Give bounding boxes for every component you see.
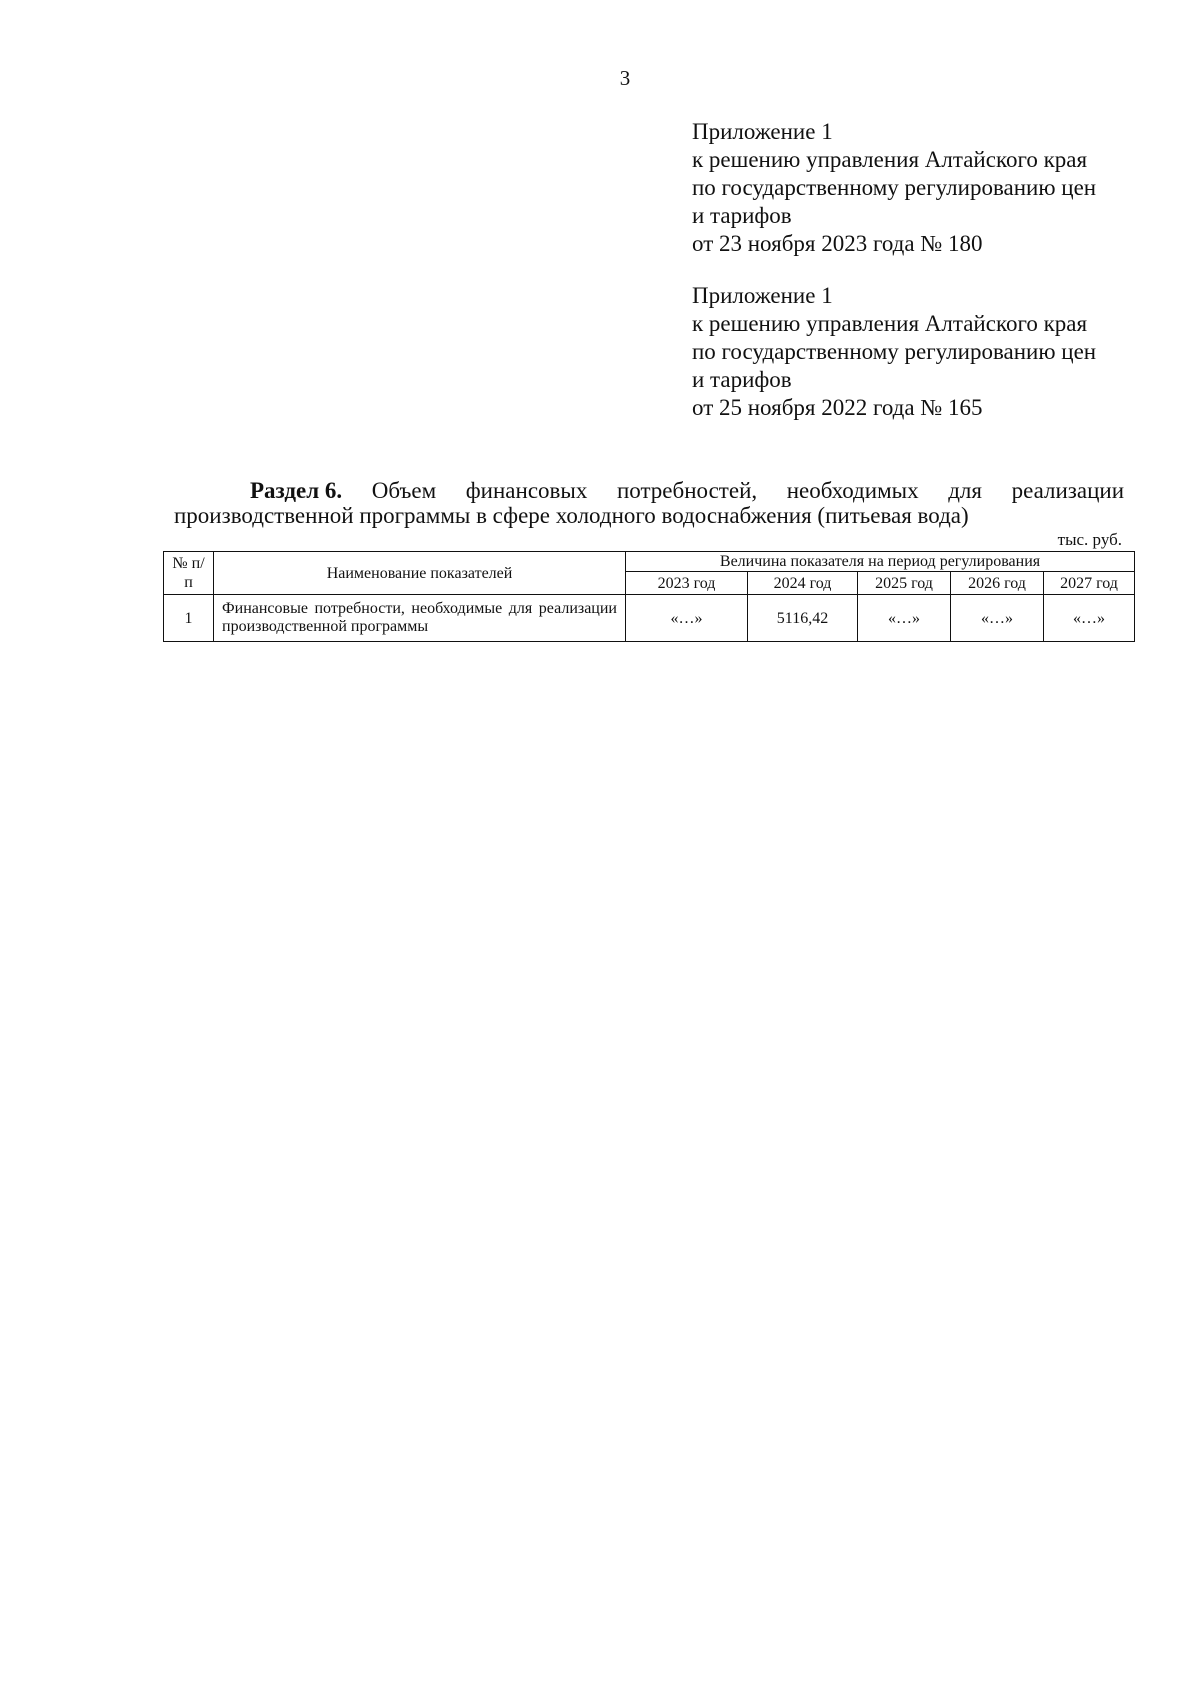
header-year: 2024 год [748, 572, 858, 595]
table-row [164, 595, 1135, 642]
header-year: 2026 год [951, 572, 1044, 595]
section-heading-line-2: производственной программы в сфере холодного водоснабжения (питьевая вода) [174, 503, 969, 528]
unit-label: тыс. руб. [1057, 530, 1122, 549]
section-title-word: финансовых [465, 478, 588, 503]
appendix-line: по государственному регулированию цен [692, 339, 1097, 364]
section-title-word: Объем [371, 478, 437, 503]
section-heading [174, 478, 1124, 528]
appendix-line: к решению управления Алтайского края [692, 147, 1088, 172]
page-number: 3 [619, 66, 631, 90]
appendix-line: и тарифов [692, 367, 792, 392]
row-name: Финансовые потребности, необходимые для реализации производственной программы [214, 595, 626, 642]
appendix-line: и тарифов [692, 203, 792, 228]
appendix-line: Приложение 1 [692, 283, 833, 308]
appendix-line: от 25 ноября 2022 года № 165 [692, 395, 983, 420]
appendix-line: Приложение 1 [692, 119, 833, 144]
header-year: 2025 год [858, 572, 951, 595]
row-value: 5116,42 [748, 595, 858, 642]
section-title-word: для [948, 478, 982, 503]
section-title-word: реализации [1011, 478, 1124, 503]
appendix-line: к решению управления Алтайского края [692, 311, 1088, 336]
header-period: Величина показателя на период регулирования [626, 552, 1135, 572]
row-value: «…» [858, 595, 951, 642]
row-value: «…» [951, 595, 1044, 642]
section-label: Раздел 6. [250, 478, 343, 503]
appendix-block-previous [692, 282, 1096, 422]
appendix-line: от 23 ноября 2023 года № 180 [692, 231, 983, 256]
header-name: Наименование показателей [214, 552, 626, 595]
section-title-word: потребностей, [616, 478, 758, 503]
header-num: № п/п [164, 552, 214, 595]
row-value: «…» [1044, 595, 1135, 642]
row-value: «…» [626, 595, 748, 642]
appendix-block-current [692, 118, 1096, 258]
header-year: 2023 год [626, 572, 748, 595]
section-heading-line-1 [174, 478, 1124, 503]
row-num: 1 [164, 595, 214, 642]
financial-needs-table [163, 551, 1135, 642]
appendix-line: по государственному регулированию цен [692, 175, 1097, 200]
header-year: 2027 год [1044, 572, 1135, 595]
section-title-word: необходимых [786, 478, 919, 503]
